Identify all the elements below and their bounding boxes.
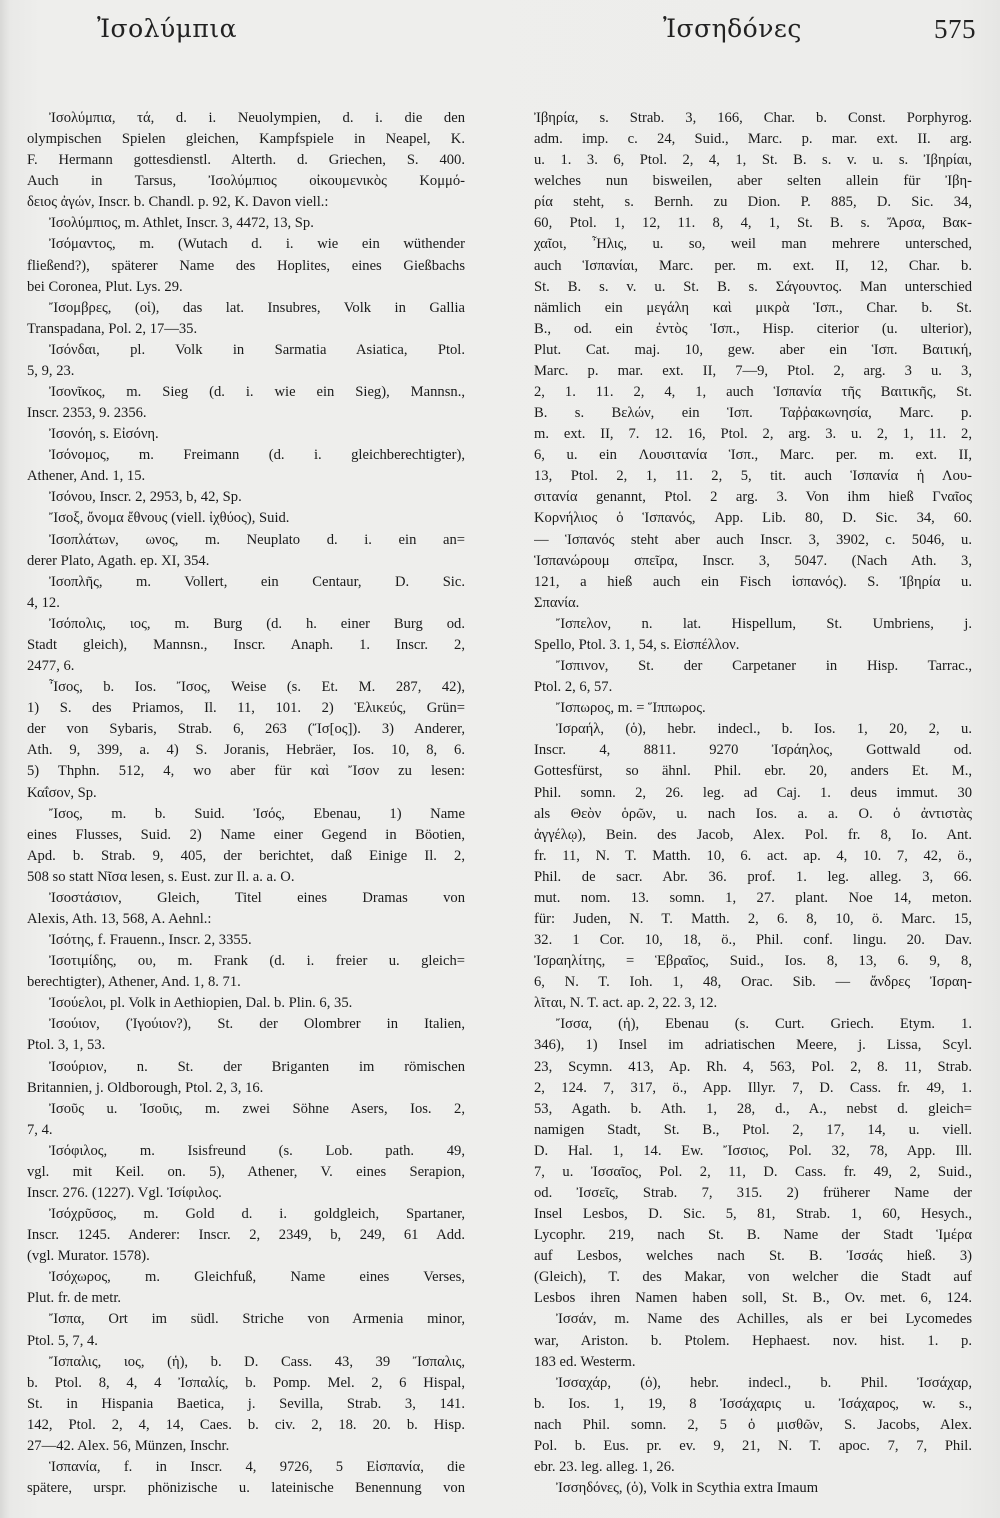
text-line: war, Ariston. b. Ptolem. Hephaest. nov. hist. 1. p. (534, 1332, 972, 1349)
text-line: m. ext. II, 7. 12. 16, Ptol. 2, arg. 3. u. 2, 1, 11. 2, (534, 426, 972, 443)
text-line: 27—42. Alex. 56, Münzen, Inschr. (27, 1437, 230, 1454)
entry-start-line: Ἰσονόη, s. Εἰσόνη. (49, 426, 159, 443)
entry-start-line: Ἰσούιον, (Ἰγούιον?), St. der Olombrer in Italien, (49, 1016, 465, 1033)
entry-start-line: Ἰσοπλῆς, m. Vollert, ein Centaur, D. Sic. (49, 573, 465, 590)
text-line: Κορνήλιος ὁ Ἱσπανός, App. Lib. 80, D. Sic. 34, 60. (534, 510, 972, 527)
text-line: der von Sybaris, Strab. 6, 263 (Ἴσ[ος]). 3) Anderer, (27, 721, 465, 738)
right-column (534, 108, 972, 1499)
text-line: St. in Hispania Baetica, j. Sevilla, Strab. 3, 141. (27, 1395, 465, 1412)
text-line: 5) Thphn. 512, 4, wo aber für καὶ Ἴσον zu lesen: (27, 763, 465, 780)
text-line: St. B. s. v. u. St. B. s. Σάγουντος. Man unterschied (534, 278, 972, 295)
text-line: Ἰσραηλίτης, = Ἑβραῖος, Suid., Ios. 8, 13, 6. 9, 8, (534, 953, 972, 970)
text-line: eines Flusses, Suid. 2) Name einer Gegend in Böotien, (27, 826, 465, 843)
text-line: λῖται, N. T. act. ap. 2, 22. 3, 12. (534, 995, 718, 1012)
text-line: welches nun bisweilen, aber selten allein für Ἰβη- (534, 173, 972, 190)
entry-start-line: Ἰσόχρῦσος, m. Gold d. i. goldgleich, Spartaner, (49, 1206, 465, 1223)
text-line: namigen Stadt, St. B., Ptol. 2, 17, 14, u. viell. (534, 1121, 972, 1138)
text-line: Auch in Tarsus, Ἰσολύμπιος οἰκουμενικὸς Κομμό- (27, 173, 465, 190)
text-line: olympischen Spielen gleichen, Kampfspiele in Neapel, K. (27, 131, 465, 148)
page-number: 575 (934, 14, 976, 44)
text-line: Alexis, Ath. 13, 568, A. Aehnl.: (27, 910, 212, 927)
text-line: D. Hal. 1, 14. Ew. Ἴσσιος, Pol. 32, 78, App. Ill. (534, 1142, 972, 1159)
text-line: berechtigter), Athener, And. 1, 8. 71. (27, 974, 241, 991)
text-line: 183 ed. Westerm. (534, 1353, 636, 1370)
text-line: od. Ἰσσεῖς, Strab. 7, 315. 2) früherer Name der (534, 1184, 972, 1201)
text-line: b. Ios. 1, 19, 8 Ἰσσάχαρις u. Ἰσάχαρος, w. s., (534, 1395, 972, 1412)
text-line: bei Coronea, Plut. Lys. 29. (27, 278, 183, 295)
entry-start-line: Ἰσόχωρος, m. Gleichfuß, Name eines Verses, (49, 1269, 465, 1286)
text-line: Plut. fr. de metr. (27, 1290, 122, 1307)
entry-start-line: Ἱσπανία, f. in Inscr. 4, 9726, 5 Εἰσπανία, die (49, 1459, 465, 1475)
running-head-right: Ἰσσηδόνες (663, 14, 802, 43)
text-line: Athener, And. 1, 15. (27, 468, 146, 485)
entry-start-line: Ἰσσηδόνες, (ὁ), Volk in Scythia extra Imaum (556, 1480, 819, 1497)
entry-start-line: Ἴσος, m. b. Suid. Ἰσός, Ebenau, 1) Name (49, 805, 465, 822)
text-line: mut. nom. 13. somn. 1, 27. plant. Noe 14, meton. (534, 889, 972, 906)
text-line: Ptol. 5, 7, 4. (27, 1332, 98, 1349)
entry-start-line: Ἰσόπολις, ιος, m. Burg (d. h. einer Burg od. (49, 615, 465, 632)
text-line: Marc. p. mar. ext. II, 7—9, Ptol. 2, arg. 3 u. 3, (534, 362, 972, 379)
text-line: als Θεὸν ὁρῶν, u. nach Ios. a. a. O. ὁ ἀντιστὰς (534, 805, 972, 822)
text-line: 53, Agath. b. Ath. 1, 28, d., A., nebst d. gleich= (534, 1100, 972, 1117)
text-line: Gottesfürst, so ähnl. Phil. ebr. 20, anders Et. M., (534, 763, 972, 780)
entry-start-line: Ἰσούελοι, pl. Volk in Aethiopien, Dal. b. Plin. 6, 35. (49, 995, 353, 1012)
entry-start-line: Ἰσούριον, n. St. der Briganten im römischen (49, 1058, 465, 1075)
text-line: Inscr. 276. (1227). Vgl. Ἰσίφιλος. (27, 1184, 222, 1201)
text-line: ρία steht, s. Bernh. zu Dion. P. 885, D. Sic. 34, (534, 194, 972, 211)
entry-start-line: Ἴσπωρος, m. = Ἵππωρος. (556, 700, 706, 717)
text-line: 2, 124. 7, 317, ö., App. Illyr. 7, D. Cass. fr. 49, 1. (534, 1079, 972, 1096)
entry-start-line: Ἰσσάν, m. Name des Achilles, als er bei Lycomedes (556, 1311, 972, 1328)
text-line: δειος ἀγών, Inscr. b. Chandl. p. 92, K. Davon viell.: (27, 194, 329, 211)
text-line: 142, Ptol. 2, 4, 14, Caes. b. civ. 2, 18. 20. b. Hisp. (27, 1416, 465, 1433)
entry-start-line: Ἶσος, b. Ios. Ἴσος, Weise (s. Et. M. 287, 42), (49, 679, 465, 696)
text-line: u. 1. 3. 6, Ptol. 2, 4, 1, St. B. s. v. u. s. Ἰβηρίαι, (534, 152, 972, 169)
text-line: (Gleich), T. des Makar, von welcher die Stadt auf (534, 1269, 972, 1286)
text-line: Insel Lesbos, D. Sic. 5, 81, Strab. 1, 60, Hesych., (534, 1206, 972, 1223)
text-line: nämlich ein μεγάλη καὶ μικρὰ Ἱσπ., Char. b. St. (534, 299, 972, 316)
text-line: Καΐσον, Sp. (27, 784, 97, 801)
entry-start-line: Ἰσονῖκος, m. Sieg (d. i. wie ein Sieg), Mannsn., (49, 384, 465, 401)
text-line: σιτανία genannt, Ptol. 2 arg. 3. Von ihm hieß Γναῖος (534, 489, 972, 506)
text-line: fließend?), späterer Name des Hoplites, eines Gießbachs (27, 257, 465, 274)
text-line: ebr. 23. leg. alleg. 1, 26. (534, 1459, 675, 1475)
text-line: vgl. mit Keil. on. 5), Athener, V. eines Serapion, (27, 1163, 465, 1180)
text-line: Ath. 9, 399, a. 4) S. Joranis, Hebräer, Ios. 10, 8, 6. (27, 742, 465, 759)
left-column (27, 108, 465, 1499)
text-line: (vgl. Murator. 1578). (27, 1248, 150, 1265)
entry-start-line: Ἰσόνομος, m. Freimann (d. i. gleichberechtigter), (49, 447, 465, 464)
text-line: 1) S. des Priamos, Il. 11, 101. 2) Ἑλικεύς, Grün= (27, 700, 465, 717)
text-line: 7, u. Ἰσσαῖος, Pol. 2, 11, D. Cass. fr. 49, 2, Suid., (534, 1163, 972, 1180)
text-line: Transpadana, Pol. 2, 17—35. (27, 320, 198, 337)
entry-start-line: Ἰσσαχάρ, (ὁ), hebr. indecl., b. Phil. Ἰσσάχαρ, (556, 1374, 972, 1391)
text-line: 121, a hieß auch ein Fisch ἱσπανός). S. Ἰβηρία u. (534, 573, 972, 590)
text-line: 346), 1) Insel im adriatischen Meere, j. Lissa, Scyl. (534, 1037, 972, 1054)
text-line: Lesbos ihren Namen haben soll, St. B., Ov. met. 6, 124. (534, 1290, 972, 1307)
text-line: Ptol. 2, 6, 57. (534, 679, 613, 696)
running-head-left: Ἰσολύμπια (97, 14, 238, 43)
text-line: Inscr. 1245. Anderer: Inscr. 2, 2349, b, 249, 61 Add. (27, 1227, 465, 1244)
entry-start-line: Ἴσπελον, n. lat. Hispellum, St. Umbriens, j. (556, 615, 972, 632)
text-line: Inscr. 4, 8811. 9270 Ἰσράηλος, Gottwald od. (534, 742, 972, 759)
text-line: für: Juden, N. T. Matth. 2, 6. 8, 10, ö. Marc. 15, (534, 910, 972, 927)
text-line: Ptol. 3, 1, 53. (27, 1037, 106, 1054)
text-line: Inscr. 2353, 9. 2356. (27, 405, 147, 422)
text-line: 508 so statt Νῖσα lesen, s. Eust. zur Il. a. a. O. (27, 868, 295, 885)
text-line: Pol. b. Eus. pr. ev. 9, 21, N. T. apoc. 7, 7, Phil. (534, 1437, 972, 1454)
text-line: 60, Ptol. 1, 12, 11. 8, 4, 1, St. B. s. Ἄρσα, Βακ- (534, 215, 972, 232)
entry-start-line: Ἴσπινον, St. der Carpetaner in Hisp. Tarrac., (556, 658, 972, 675)
text-line: 7, 4. (27, 1121, 53, 1138)
entry-start-line: Ἰσολύμπια, τά, d. i. Neuolympien, d. i. die den (49, 110, 465, 126)
entry-start-line: Ἴσσα, (ἡ), Ebenau (s. Curt. Griech. Etym. 1. (556, 1016, 972, 1033)
text-line: fr. 11, N. T. Matth. 10, 6. act. ap. 4, 10. 7, 42, ö., (534, 847, 972, 864)
text-line: Apd. b. Strab. 9, 405, der berichtet, daß Einige Il. 2, (27, 847, 465, 864)
text-line: 13, Ptol. 2, 1, 11. 2, 5, tit. auch Ἱσπανία ἡ Λου- (534, 468, 972, 485)
entry-start-line: Ἰσόνδαι, pl. Volk in Sarmatia Asiatica, Ptol. (49, 341, 465, 358)
entry-start-line: Ἰσόμαντος, m. (Wutach d. i. wie ein wüthender (49, 236, 465, 253)
text-line: Phil. de sacr. Abr. 36. prof. 1. leg. alleg. 3, 66. (534, 868, 972, 885)
entry-start-line: Ἴσπα, Ort im südl. Striche von Armenia minor, (49, 1311, 465, 1328)
entry-start-line: Ἰσολύμπιος, m. Athlet, Inscr. 3, 4472, 13, Sp. (49, 215, 314, 232)
entry-start-line: Ἰσοστάσιον, Gleich, Titel eines Dramas von (49, 889, 465, 906)
text-line: Ἱσπανώρουμ σπεῖρα, Inscr. 3, 5047. (Nach Ath. 3, (534, 552, 972, 569)
text-line: Σπανία. (534, 594, 580, 611)
text-line: F. Hermann gottesdienstl. Alterth. d. Griechen, S. 400. (27, 152, 465, 169)
text-line: auf Lesbos, welches nach St. B. Ἰσσάς hieß. 3) (534, 1248, 972, 1265)
text-line: adm. imp. c. 24, Suid., Marc. p. mar. ext. II. arg. (534, 131, 972, 148)
text-line: Ἰβηρία, s. Strab. 3, 166, Char. b. Const. Porphyrog. (534, 110, 972, 126)
entry-start-line: Ἰσοῦς u. Ἰσοῦις, m. zwei Söhne Asers, Ios. 2, (49, 1100, 465, 1117)
text-line: Plut. Cat. maj. 10, gew. aber ein Ἱσπ. Βαιτική, (534, 341, 972, 358)
text-line: spätere, urspr. phönizische u. lateinische Benennung von (27, 1480, 465, 1497)
text-line: 4, 12. (27, 594, 60, 611)
text-line: B. s. Βελών, ein Ἱσπ. Ταῤῥακωνησία, Marc. p. (534, 405, 972, 422)
text-line: B., od. ein ἐντὸς Ἱσπ., Hisp. citerior (u. ulterior), (534, 320, 972, 337)
text-line: 2477, 6. (27, 658, 75, 675)
text-line: Lycophr. 219, nach St. B. Name der Stadt Ἱμέρα (534, 1227, 972, 1244)
text-line: auch Ἱσπανίαι, Marc. per. m. ext. II, 12, Char. b. (534, 257, 972, 274)
entry-start-line: Ἰσοτιμίδης, ου, m. Frank (d. i. freier u. gleich= (49, 953, 465, 970)
text-line: ἀγγέλῳ), Bein. des Jacob, Alex. Pol. fr. 8, Io. Ant. (534, 826, 972, 843)
entry-start-line: Ἰσότης, f. Frauenn., Inscr. 2, 3355. (49, 932, 252, 949)
text-line: Phil. somn. 2, 26. leg. ad Caj. 1. deus immut. 30 (534, 784, 972, 801)
text-line: 6, N. T. Ioh. 1, 48, Orac. Sib. — ἄνδρες Ἰσραη- (534, 974, 972, 991)
entry-start-line: Ἰσοπλάτων, ωνος, m. Neuplato d. i. ein an= (49, 531, 465, 548)
entry-start-line: Ἰσόφιλος, m. Isisfreund (s. Lob. path. 49, (49, 1142, 465, 1159)
text-line: 2, 1. 11. 2, 4, 1, auch Ἱσπανία τῆς Βαιτικῆς, St. (534, 384, 972, 401)
text-line: 6, u. ein Λουσιτανία Ἱσπ., Marc. per. m. ext. II, (534, 447, 972, 464)
text-line: Britannien, j. Oldborough, Ptol. 2, 3, 16. (27, 1079, 264, 1096)
text-line: 23, Scymn. 413, Ap. Rh. 4, 563, Pol. 2, 8. 11, Strab. (534, 1058, 972, 1075)
text-line: 5, 9, 23. (27, 362, 75, 379)
entry-start-line: Ἴσοξ, ὄνομα ἔθνους (viell. ἰχθύος), Suid. (49, 510, 290, 527)
text-line: — Ἱσπανός steht aber auch Inscr. 3, 3902, c. 5046, u. (534, 531, 972, 548)
entry-start-line: Ἴσπαλις, ιος, (ἡ), b. D. Cass. 43, 39 Ἴσπαλις, (49, 1353, 465, 1370)
entry-start-line: Ἰσόνου, Inscr. 2, 2953, b, 42, Sp. (49, 489, 242, 506)
entry-start-line: Ἰσραήλ, (ὁ), hebr. indecl., b. Ios. 1, 20, 2, u. (556, 721, 972, 738)
text-line: Stadt gleich), Mannsn., Inscr. Anaph. 1. Inscr. 2, (27, 636, 465, 653)
text-line: 32. 1 Cor. 10, 18, ö., Phil. conf. lingu. 20. Dav. (534, 932, 972, 949)
text-line: Spello, Ptol. 3. 1, 54, s. Εἰσπέλλον. (534, 636, 740, 653)
text-line: nach Phil. somn. 2, 5 ὁ μισθῶν, S. Jacobs, Alex. (534, 1416, 972, 1433)
text-line: χαῖοι, Ἦλις, u. so, weil man mehrere untersched, (534, 236, 972, 253)
text-line: derer Plato, Agath. ep. XI, 354. (27, 552, 210, 569)
entry-start-line: Ἴσομβρες, (οἱ), das lat. Insubres, Volk in Gallia (49, 299, 465, 316)
text-line: b. Ptol. 8, 4, 4 Ἰσπαλίς, b. Pomp. Mel. 2, 6 Hispal, (27, 1374, 465, 1391)
